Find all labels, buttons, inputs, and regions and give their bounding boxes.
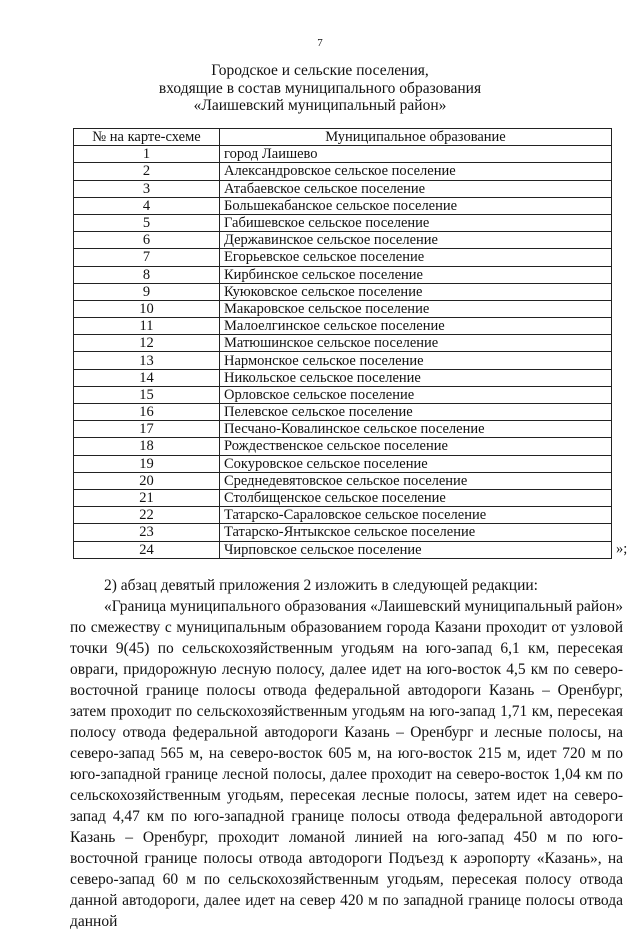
table-row [74, 421, 612, 438]
row-number: 21 [74, 489, 220, 506]
row-number: 12 [74, 335, 220, 352]
table-row [74, 335, 612, 352]
row-number: 18 [74, 438, 220, 455]
title-line-2: входящие в состав муниципального образования [158, 79, 482, 97]
header-municipality: Муниципальное образование [220, 129, 612, 146]
table-row [74, 300, 612, 317]
table-row [74, 214, 612, 231]
row-name: Орловское сельское поселение [220, 386, 612, 403]
row-name: Большекабанское сельское поселение [220, 197, 612, 214]
table-row [74, 541, 612, 558]
row-number: 7 [74, 249, 220, 266]
row-name: Александровское сельское поселение [220, 163, 612, 180]
table-row [74, 232, 612, 249]
paragraph-amendment-intro: 2) абзац девятый приложения 2 изложить в следующей редакции: [104, 577, 538, 594]
row-number: 16 [74, 404, 220, 421]
row-name: Малоелгинское сельское поселение [220, 318, 612, 335]
table-row [74, 266, 612, 283]
title-line-1: Городское и сельские поселения, [211, 62, 429, 79]
row-name: город Лаишево [220, 146, 612, 163]
row-number: 6 [74, 232, 220, 249]
row-name: Куюковское сельское поселение [220, 283, 612, 300]
table-row [74, 438, 612, 455]
row-number: 8 [74, 266, 220, 283]
row-number: 11 [74, 318, 220, 335]
table-row [74, 524, 612, 541]
table-row [74, 455, 612, 472]
table-closing-quote: »; [616, 541, 628, 557]
table-row [74, 163, 612, 180]
row-number: 3 [74, 180, 220, 197]
row-number: 20 [74, 472, 220, 489]
row-number: 19 [74, 455, 220, 472]
table-row [74, 197, 612, 214]
row-name: Матюшинское сельское поселение [220, 335, 612, 352]
row-number: 1 [74, 146, 220, 163]
table-row [74, 472, 612, 489]
row-name: Среднедевятовское сельское поселение [220, 472, 612, 489]
row-name: Рождественское сельское поселение [220, 438, 612, 455]
row-number: 9 [74, 283, 220, 300]
table-row [74, 318, 612, 335]
row-name: Пелевское сельское поселение [220, 404, 612, 421]
row-number: 17 [74, 421, 220, 438]
paragraph-boundary-description: «Граница муниципального образования «Лаишевский муниципальный район» по смежеству с муниципальным образованием города Казани проходит от узловой точки 9(45) по сельскохозяйственным угодьям на юго-запад 6,1 км, пересекая овраги, придорожную лесную полосу, далее идет на юго-восток 4,5 км по северо-восточной границе полосы отвода федеральной автодороги Казань – Оренбург, затем проходит по сельскохозяйственным угодьям на юго-запад 1,71 км, пересекая полосу отвода федеральной автодороги Казань – Оренбург и лесные полосы, на северо-запад 565 м, на северо-восток 605 м, на юго-восток 215 м, идет 720 м по юго-западной границе лесной полосы, далее проходит на северо-восток 1,04 км по сельскохозяйственным угодьям, пересекая лесные полосы, затем идет на северо-запад 4,47 км по юго-западной границе полосы отвода федеральной автодороги Казань – Оренбург, проходит ломаной линией на юго-запад 450 м по юго-восточной границе полосы отвода автодороги Подъезд к аэропорту «Казань», на северо-запад 60 м по сельскохозяйственным угодьям, пересекая полосу отвода данной автодороги, далее идет на север 420 м по западной границе полосы отвода данной [70, 598, 623, 930]
row-number: 23 [74, 524, 220, 541]
row-name: Татарско-Сараловское сельское поселение [220, 507, 612, 524]
document-title [0, 62, 640, 115]
row-number: 14 [74, 369, 220, 386]
table-row [74, 249, 612, 266]
row-name: Егорьевское сельское поселение [220, 249, 612, 266]
amendment-text [70, 575, 623, 932]
row-number: 4 [74, 197, 220, 214]
table-header-row [74, 129, 612, 146]
table-row [74, 386, 612, 403]
row-number: 22 [74, 507, 220, 524]
row-name: Нармонское сельское поселение [220, 352, 612, 369]
row-name: Татарско-Янтыкское сельское поселение [220, 524, 612, 541]
row-name: Чирповское сельское поселение [220, 541, 612, 558]
settlements-table-body [74, 146, 612, 559]
table-row [74, 352, 612, 369]
row-name: Столбищенское сельское поселение [220, 489, 612, 506]
row-name: Никольское сельское поселение [220, 369, 612, 386]
title-line-3: «Лаишевский муниципальный район» [193, 97, 447, 114]
row-name: Габишевское сельское поселение [220, 214, 612, 231]
row-name: Кирбинское сельское поселение [220, 266, 612, 283]
row-name: Макаровское сельское поселение [220, 300, 612, 317]
row-number: 13 [74, 352, 220, 369]
row-number: 10 [74, 300, 220, 317]
row-name: Державинское сельское поселение [220, 232, 612, 249]
row-name: Песчано-Ковалинское сельское поселение [220, 421, 612, 438]
row-number: 5 [74, 214, 220, 231]
row-name: Сокуровское сельское поселение [220, 455, 612, 472]
table-row [74, 180, 612, 197]
table-row [74, 507, 612, 524]
settlements-table [73, 128, 612, 559]
page-number: 7 [317, 37, 323, 49]
row-number: 24 [74, 541, 220, 558]
row-name: Атабаевское сельское поселение [220, 180, 612, 197]
table-row [74, 283, 612, 300]
table-row [74, 146, 612, 163]
row-number: 2 [74, 163, 220, 180]
table-row [74, 369, 612, 386]
row-number: 15 [74, 386, 220, 403]
header-map-number: № на карте-схеме [74, 129, 220, 146]
table-row [74, 404, 612, 421]
table-row [74, 489, 612, 506]
